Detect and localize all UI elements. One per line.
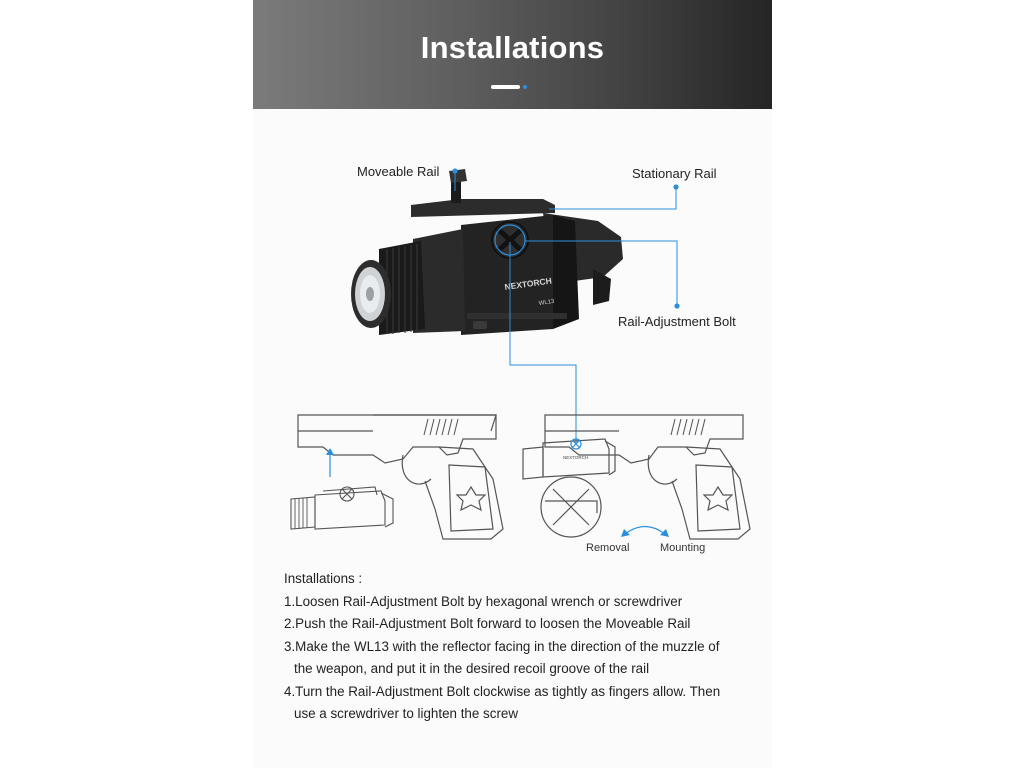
label-mounting: Mounting: [660, 542, 706, 554]
instruction-step-4-continued: use a screwdriver to lighten the screw: [294, 706, 519, 721]
label-removal: Removal: [586, 542, 630, 554]
mounted-light-brand-text: NEXTORCH: [563, 455, 589, 460]
instruction-step-3: 3.Make the WL13 with the reflector facing in the direction of the muzzle of: [284, 638, 720, 654]
instruction-step-1: 1.Loosen Rail-Adjustment Bolt by hexagonal wrench or screwdriver: [284, 593, 683, 609]
banner: [253, 0, 772, 109]
instruction-step-2: 2.Push the Rail-Adjustment Bolt forward to loosen the Moveable Rail: [284, 616, 691, 631]
banner-divider: [491, 85, 520, 89]
pistol-left-drawing: [298, 415, 503, 539]
installation-diagram: [253, 109, 772, 564]
pistol-right-drawing: [523, 415, 750, 539]
label-moveable-rail: Moveable Rail: [357, 164, 440, 179]
instructions-heading: Installations :: [284, 571, 363, 586]
banner-accent-dot: [523, 85, 527, 89]
product-brand-text: NEXTORCH: [503, 275, 553, 292]
rotation-arc: [625, 527, 665, 535]
product-model-text: WL13: [538, 298, 555, 307]
label-rail-adjustment-bolt: Rail-Adjustment Bolt: [618, 314, 736, 329]
instruction-step-3-continued: the weapon, and put it in the desired recoil groove of the rail: [294, 661, 650, 676]
installation-page: [253, 0, 772, 768]
mounting-arrow-head: [660, 529, 669, 537]
banner-title: Installations: [420, 30, 605, 65]
installation-instructions: [284, 568, 754, 726]
removal-arrow-head: [621, 529, 630, 537]
light-left-drawing: [291, 487, 393, 529]
label-stationary-rail: Stationary Rail: [632, 166, 717, 181]
instruction-step-4: 4.Turn the Rail-Adjustment Bolt clockwise as tightly as fingers allow. Then: [284, 683, 721, 699]
left-mount-arrow-head: [326, 448, 334, 455]
weapon-light-photo: [351, 169, 623, 335]
